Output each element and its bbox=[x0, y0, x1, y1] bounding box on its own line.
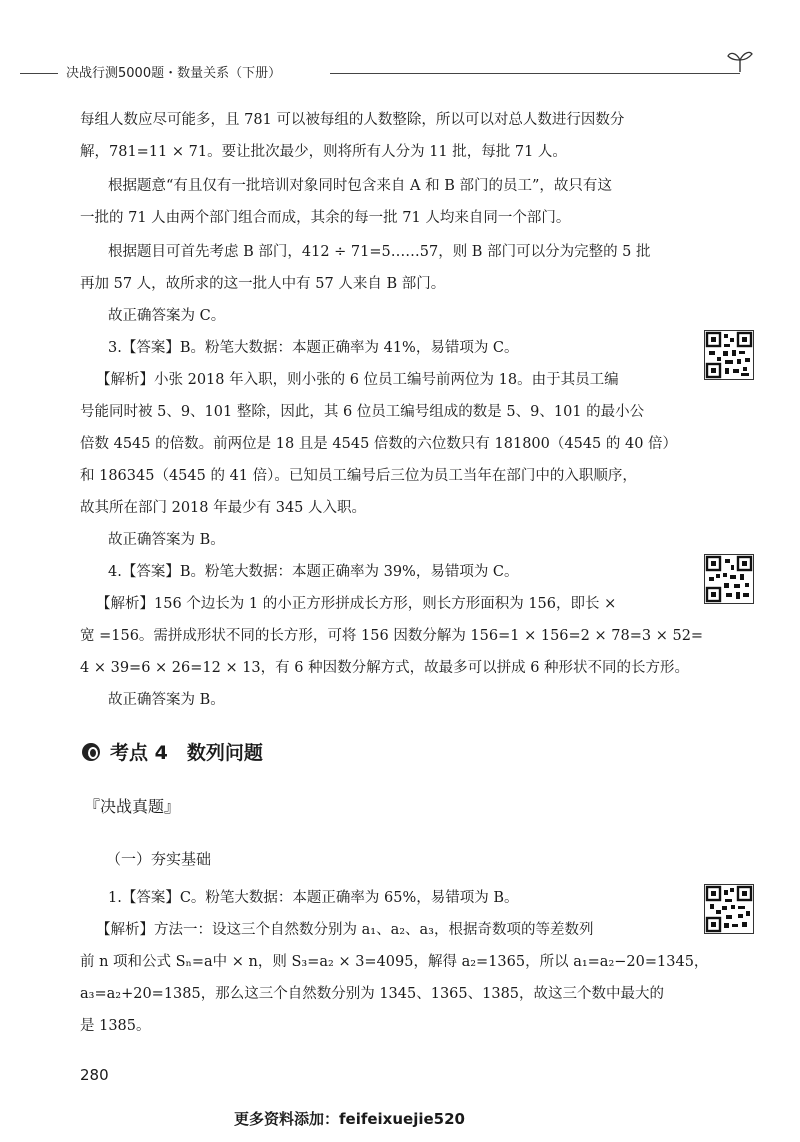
target-icon bbox=[82, 743, 100, 761]
paragraph-line: 故其所在部门 2018 年最少有 345 人入职。 bbox=[80, 500, 367, 516]
answer-line: 4.【答案】B。粉笔大数据：本题正确率为 39%，易错项为 C。 bbox=[108, 564, 519, 580]
section-title: 考点 4 数列问题 bbox=[110, 742, 263, 764]
section-heading bbox=[82, 738, 263, 765]
answer-line: 3.【答案】B。粉笔大数据：本题正确率为 41%，易错项为 C。 bbox=[108, 340, 519, 356]
paragraph-line: 是 1385。 bbox=[80, 1018, 151, 1034]
paragraph-line: 前 n 项和公式 Sₙ=a中 × n，则 S₃=a₂ × 3=4095，解得 a₂=1365，所以 a₁=a₂−20=1345， bbox=[80, 954, 709, 970]
paragraph-line: 4 × 39=6 × 26=12 × 13，有 6 种因数分解方式，故最多可以拼成 6 种形状不同的长方形。 bbox=[80, 660, 690, 676]
answer-line: 1.【答案】C。粉笔大数据：本题正确率为 65%，易错项为 B。 bbox=[108, 890, 519, 906]
page-number: 280 bbox=[80, 1066, 109, 1084]
paragraph-line: 一批的 71 人由两个部门组合而成，其余的每一批 71 人均来自同一个部门。 bbox=[80, 210, 571, 226]
paragraph-line: 和 186345（4545 的 41 倍）。已知员工编号后三位为员工当年在部门中的入职顺序， bbox=[80, 468, 637, 484]
running-header bbox=[0, 58, 800, 88]
paragraph-line: 倍数 4545 的倍数。前两位是 18 且是 4545 倍数的六位数只有 181800（4545 的 40 倍） bbox=[80, 436, 678, 452]
paragraph-line: 根据题目可首先考虑 B 部门，412 ÷ 71=5……57，则 B 部门可以分为完整的 5 批 bbox=[108, 244, 651, 260]
header-rule-left bbox=[20, 73, 58, 74]
analysis-line: 【解析】小张 2018 年入职，则小张的 6 位员工编号前两位为 18。由于其员工编 bbox=[96, 372, 619, 388]
footer-note: 更多资料添加：feifeixuejie520 bbox=[234, 1110, 465, 1128]
real-questions-title: 决战真题 bbox=[100, 797, 165, 816]
paragraph-line: 宽 =156。需拼成形状不同的长方形，可将 156 因数分解为 156=1 × 156=2 × 78=3 × 52= bbox=[80, 628, 704, 644]
qr-code-icon[interactable] bbox=[704, 554, 754, 604]
sprout-icon bbox=[726, 48, 754, 74]
paragraph-line: 再加 57 人，故所求的这一批人中有 57 人来自 B 部门。 bbox=[80, 276, 446, 292]
paragraph-line: 故正确答案为 B。 bbox=[108, 532, 225, 548]
paragraph-line: 号能同时被 5、9、101 整除，因此，其 6 位员工编号组成的数是 5、9、101 的最小公 bbox=[80, 404, 645, 420]
subsection-heading: （一）夯实基础 bbox=[106, 850, 212, 868]
analysis-line: 【解析】方法一：设这三个自然数分别为 a₁、a₂、a₃，根据奇数项的等差数列 bbox=[96, 922, 594, 938]
paragraph-line: 解，781=11 × 71。要让批次最少，则将所有人分为 11 批，每批 71 人。 bbox=[80, 144, 567, 160]
book-title: 决战行测5000题・数量关系（下册） bbox=[66, 66, 282, 81]
header-rule-right bbox=[330, 73, 740, 74]
real-questions-heading: 『决战真题』 bbox=[84, 797, 181, 816]
qr-code-icon[interactable] bbox=[704, 330, 754, 380]
paragraph-line: 每组人数应尽可能多，且 781 可以被每组的人数整除，所以可以对总人数进行因数分 bbox=[80, 112, 625, 128]
qr-code-icon[interactable] bbox=[704, 884, 754, 934]
analysis-line: 【解析】156 个边长为 1 的小正方形拼成长方形，则长方形面积为 156，即长 × bbox=[96, 596, 617, 612]
paragraph-line: 故正确答案为 C。 bbox=[108, 308, 226, 324]
paragraph-line: a₃=a₂+20=1385，那么这三个自然数分别为 1345、1365、1385，故这三个数中最大的 bbox=[80, 986, 665, 1002]
paragraph-line: 根据题意“有且仅有一批培训对象同时包含来自 A 和 B 部门的员工”，故只有这 bbox=[108, 178, 612, 194]
paragraph-line: 故正确答案为 B。 bbox=[108, 692, 225, 708]
